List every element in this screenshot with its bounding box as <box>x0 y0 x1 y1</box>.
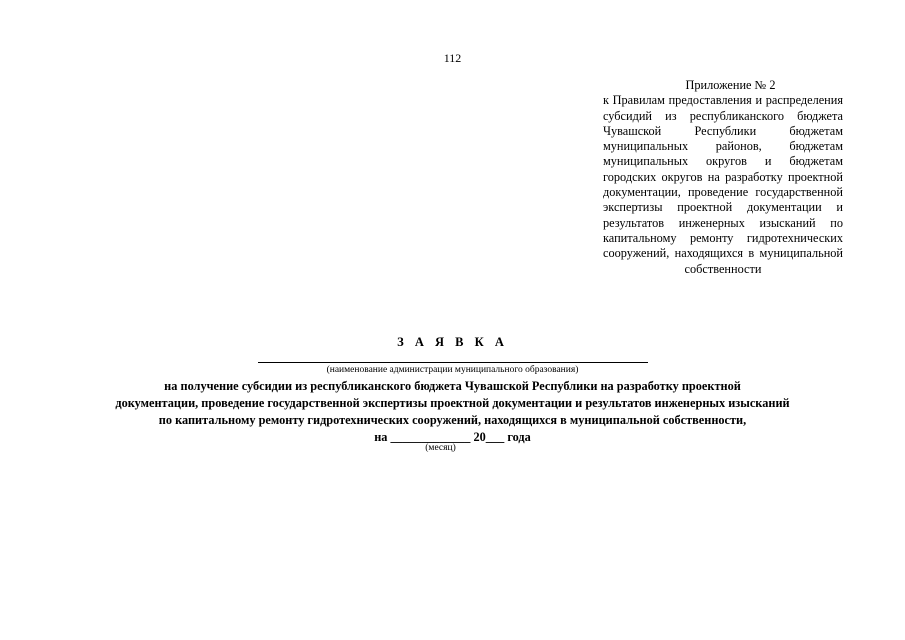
period-line: на _____________ 20___ года <box>374 430 531 444</box>
purpose-line: документации, проведение государственной экспертизы проектной документации и результатов инженерных изысканий <box>115 396 790 410</box>
application-purpose <box>0 378 905 446</box>
purpose-line: по капитальному ремонту гидротехнических сооружений, находящихся в муниципальной собственности, <box>158 413 747 427</box>
appendix-block <box>603 78 843 277</box>
page-number: 112 <box>443 51 462 65</box>
document-title: З А Я В К А <box>397 335 508 349</box>
appendix-body: к Правилам предоставления и распределения субсидий из республиканского бюджета Чувашской Республики бюджетам муниципальных районов, бюджетам муниципальных округов и бюджетам городских округов на разработку проектной документации, проведение государственной экспертизы проектной документации и результатов инженерных изысканий по капитальному ремонту гидротехнических сооружений, находящихся в муниципальной собственности <box>603 93 843 276</box>
appendix-title: Приложение № 2 <box>685 78 776 92</box>
admin-name-fill-line <box>258 362 648 363</box>
purpose-line: на получение субсидии из республиканского бюджета Чувашской Республики на разработку проектной <box>164 379 741 393</box>
month-caption: (месяц) <box>425 443 456 453</box>
admin-name-caption: (наименование администрации муниципального образования) <box>326 365 579 375</box>
month-caption-row <box>0 443 905 454</box>
